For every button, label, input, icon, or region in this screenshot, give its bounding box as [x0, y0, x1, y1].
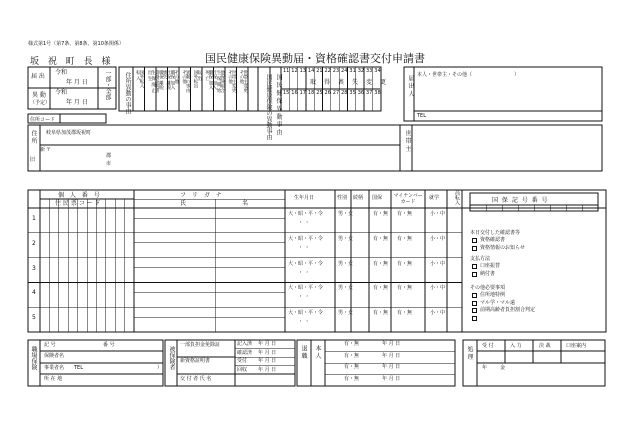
checkbox[interactable]: [472, 272, 477, 277]
partial-all-label: 一部・全部: [104, 70, 111, 100]
footer-receipt: 受 付: [482, 343, 494, 349]
notifier-tel: TEL: [417, 113, 426, 119]
row-dob-era: 大・昭・平・令: [288, 211, 324, 217]
reason-item: 世帯主変更: [242, 70, 248, 93]
footer-close-paren: ）: [157, 365, 163, 371]
kokuho-code-bottom: 28: [341, 90, 348, 96]
reason-vertical-label: 住所異動の事由: [124, 72, 131, 114]
row-dob-dots: ・ ・: [298, 319, 310, 326]
row-dob-era: 大・昭・平・令: [288, 260, 324, 267]
reason-item: 社保 加入: [211, 70, 217, 90]
reason-item: 資格証明書: [154, 70, 160, 93]
row-kokuho: 有・無: [373, 260, 389, 267]
issue-row-label: 受付: [237, 358, 248, 364]
row-dob-dots: ・ ・: [298, 294, 310, 301]
row-card: 有・無: [397, 260, 413, 267]
checklist-label: 納付書: [480, 270, 496, 277]
kokuho-group-label: 喪: [338, 79, 345, 86]
footer-input: 入 力: [510, 343, 522, 349]
asset-row-ymd: 年 月 日: [382, 364, 401, 370]
footer-office-name: 事業者名: [44, 365, 65, 371]
address-code-label: 住所コード: [30, 117, 56, 123]
footer-insurance-label: 職場保険: [30, 346, 37, 370]
issue-row-ymd: 年 月 日: [258, 366, 277, 373]
asset-row-status: 有・無: [344, 352, 360, 359]
row-school: 小・中: [430, 260, 446, 267]
notes-delivered: 本日交付した確認書等: [470, 230, 521, 236]
kokuho-code-bottom: 15: [283, 90, 290, 96]
reason-item: 生 保 廃 止: [150, 70, 156, 93]
row-sex: 男・女: [338, 235, 354, 242]
row-sex: 男・女: [338, 310, 354, 317]
row-kokuho: 有・無: [373, 285, 389, 292]
householder-label: 世 帯 主: [404, 130, 411, 152]
ymd-label-1: 年 月 日: [66, 79, 88, 86]
col-kokuho: 国保: [372, 195, 383, 201]
kokuho-code-top: 12: [291, 68, 298, 74]
town-label: 市: [106, 161, 112, 167]
col-personal-no: 個 人 番 号: [58, 192, 102, 199]
kokuho-group-label: 変: [366, 79, 373, 86]
address-prefix: 岐阜県加茂郡坂祝町: [46, 130, 92, 136]
notify-label: 届 出: [31, 73, 45, 80]
kokuho-code-bottom: 16: [291, 90, 298, 96]
issue-row-label: 確認済: [237, 349, 253, 356]
row-sex: 男・女: [338, 260, 354, 267]
checkbox[interactable]: [472, 264, 477, 269]
row-number: 3: [32, 264, 36, 272]
footer-kokuho-qual: 一部負担金免除証: [180, 342, 221, 348]
col-resident-code: 住 民 票 コ ー ド: [55, 200, 101, 207]
reason-item: 喪失: [162, 70, 168, 79]
reason-item: 他保険組合: [219, 70, 225, 93]
era-label-2: 令和: [55, 89, 68, 96]
footer-long-care: 新資格証明書: [180, 358, 211, 364]
checklist-label: 口座振替: [480, 263, 501, 269]
kokuho-code-top: 34: [374, 68, 381, 74]
address-label: 住 所: [30, 130, 37, 144]
reason-item: その他: [181, 70, 187, 84]
row-school: 小・中: [430, 285, 446, 292]
col-given: 名: [242, 200, 249, 207]
row-card: 有・無: [397, 285, 413, 292]
footer-insurer-name: 保険者名: [44, 353, 65, 359]
row-card: 有・無: [397, 211, 413, 217]
issue-row-ymd: 年 月 日: [258, 341, 277, 347]
asset-row-status: 有・無: [344, 341, 360, 347]
row-kokuho: 有・無: [373, 310, 389, 317]
kokuho-code-top: 32: [357, 68, 365, 74]
checkbox[interactable]: [472, 316, 477, 321]
col-sex: 性別: [337, 195, 348, 201]
row-number: 4: [32, 289, 36, 297]
notes-payment: 支払方法: [470, 256, 491, 262]
row-dob-era: 大・昭・平・令: [288, 235, 324, 242]
checklist-label: 資格確認書: [480, 237, 506, 243]
kokuho-code-bottom: 25: [316, 90, 323, 96]
kokuho-code-top: 21: [316, 68, 323, 74]
col-kokuho-code-no: 国 保 記 号 番 号: [492, 197, 549, 204]
row-dob-dots: ・ ・: [298, 269, 310, 276]
district-label: 郡: [106, 153, 112, 159]
kokuho-reason-vertical: 国民健康保険の異動事由: [265, 74, 272, 140]
col-surname: 氏: [180, 200, 187, 207]
col-dob: 生年月日: [294, 195, 315, 201]
kokuho-code-top: 33: [366, 68, 373, 74]
issue-row-ymd: 年 月 日: [258, 349, 277, 356]
kokuho-left-label: 国 民 健 保 異 動 事 由: [275, 74, 282, 136]
kokuho-group-label: 得: [324, 79, 331, 86]
col-high-school: 高転入: [454, 190, 460, 205]
kokuho-group-label: 更: [380, 79, 387, 86]
reason-item: 転 入: [135, 70, 141, 81]
kokuho-code-bottom: 17: [299, 90, 306, 96]
new-label: 新: [40, 147, 46, 153]
kokuho-code-top: 24: [341, 68, 348, 74]
kokuho-code-bottom: 26: [324, 90, 331, 96]
issue-row-label: 回収: [237, 366, 248, 373]
asset-row-ymd: 年 月 日: [382, 341, 401, 347]
kokuho-code-bottom: 35: [349, 90, 356, 96]
footer-tel: TEL: [74, 365, 83, 371]
row-kokuho: 有・無: [373, 211, 389, 217]
reason-item: 出 生: [147, 70, 152, 81]
row-number: 1: [32, 215, 36, 222]
checkbox[interactable]: [472, 238, 477, 243]
checkbox[interactable]: [472, 246, 477, 251]
footer-decision: 決 裁: [539, 343, 551, 349]
row-kokuho: 有・無: [373, 235, 389, 242]
reason-item: 職保 加入: [208, 70, 214, 90]
row-dob-dots: ・ ・: [298, 244, 310, 251]
reason-item: 社保 離脱: [165, 70, 171, 90]
footer-month: 金: [500, 365, 506, 371]
kokuho-code-bottom: 36: [357, 90, 365, 96]
checklist-label: 前期高齢者負担割合判定: [480, 307, 536, 313]
reason-item: 死 亡: [204, 70, 210, 81]
kokuho-code-top: 11: [283, 68, 290, 74]
kokuho-code-bottom: 27: [332, 90, 340, 96]
col-mynumber-card: マイナンバーカード: [393, 193, 423, 205]
addressee: 坂 祝 町 長 様: [30, 57, 114, 67]
footer-location: 所 在 地: [44, 376, 63, 382]
col-relationship: 続柄: [353, 195, 364, 201]
row-school: 小・中: [430, 310, 446, 317]
footer-symbol: 記 号: [44, 342, 56, 348]
footer-post-label: 本 人: [314, 345, 321, 359]
checklist-label: 住所地特例: [480, 292, 506, 298]
notifier-options: 本人・世帯主・その他（: [417, 72, 473, 78]
footer-number: 番 号: [103, 342, 115, 348]
row-dob-era: 大・昭・平・令: [288, 310, 324, 317]
form-number: 様式第1号（第7条、第8条、第10条関係）: [28, 41, 124, 47]
reason-item: 世帯主変更: [231, 70, 237, 93]
notifier-label: 届 出 人: [407, 75, 414, 97]
reason-item: その他: [227, 70, 233, 84]
kokuho-code-bottom: 38: [374, 90, 381, 96]
row-school: 小・中: [430, 235, 446, 242]
scheduled-label: （予定）: [30, 100, 51, 106]
reason-item: 職保 離脱: [158, 70, 164, 90]
checklist-label: 資格情報のお知らせ: [480, 244, 525, 251]
notifier-options-close: ）: [514, 72, 520, 78]
reason-item: 生 保 開 始: [216, 70, 221, 93]
col-school: 就学: [429, 195, 440, 201]
postal-mark: 〒: [46, 147, 52, 153]
row-sex: 男・女: [338, 285, 354, 292]
row-sex: 男・女: [338, 211, 354, 217]
page-title: 国民健康保険異動届・資格確認書交付申請書: [205, 52, 425, 65]
reason-item: 国外転出: [193, 70, 198, 88]
row-card: 有・無: [397, 310, 413, 317]
checkbox[interactable]: [472, 293, 477, 298]
kokuho-code-top: 31: [349, 68, 356, 74]
kokuho-code-top: 23: [332, 68, 340, 74]
checkbox[interactable]: [472, 308, 477, 313]
kokuho-group-label: 取: [310, 79, 317, 86]
row-number: 5: [32, 314, 36, 322]
reason-item: 異動の事由: [185, 70, 191, 93]
row-number: 2: [32, 239, 36, 247]
reason-item: その他: [239, 70, 244, 84]
row-school: 小・中: [430, 211, 446, 217]
issue-row-label: 記入済: [237, 341, 253, 347]
footer-recipient: 交 付 者 氏 名: [180, 376, 212, 382]
reason-item: 職保 加入: [170, 70, 175, 90]
issue-row-ymd: 年 月 日: [258, 358, 277, 364]
row-dob-era: 大・昭・平・令: [288, 285, 324, 292]
row-card: 有・無: [397, 235, 413, 242]
kokuho-code-top: 14: [307, 68, 315, 74]
kokuho-code-bottom: 37: [366, 90, 373, 96]
asset-row-ymd: 年 月 日: [382, 375, 401, 382]
era-label-1: 令和: [55, 69, 68, 76]
checklist-label: マル学・マル遠: [480, 299, 516, 306]
asset-row-ymd: 年 月 日: [382, 352, 401, 359]
checkbox[interactable]: [472, 301, 477, 306]
row-dob-dots: ・ ・: [298, 220, 310, 226]
reason-item: 転 出: [196, 70, 202, 81]
footer-assign: 口座案内: [566, 343, 587, 349]
footer-move-label: 退 職: [300, 345, 307, 359]
reason-item: 国外転入: [139, 70, 145, 88]
kokuho-code-top: 22: [324, 68, 331, 74]
kokuho-group-label: 失: [352, 79, 359, 86]
footer-year: 年: [482, 365, 488, 371]
old-label: 旧: [30, 157, 36, 163]
kokuho-code-top: 13: [299, 68, 306, 74]
asset-row-status: 有・無: [344, 375, 360, 382]
footer-notified-label: 被保険者: [168, 346, 175, 370]
asset-row-status: 有・無: [344, 364, 360, 370]
transfer-label: 異 動: [32, 92, 46, 99]
col-furigana: フ リ ガ ナ: [180, 192, 224, 199]
kokuho-code-bottom: 18: [307, 90, 315, 96]
ymd-label-2: 年 月 日: [66, 99, 88, 106]
footer-process-label: 処 理: [466, 346, 473, 360]
notes-other: その他必要事項: [470, 285, 506, 291]
reason-item: その他: [173, 70, 179, 84]
